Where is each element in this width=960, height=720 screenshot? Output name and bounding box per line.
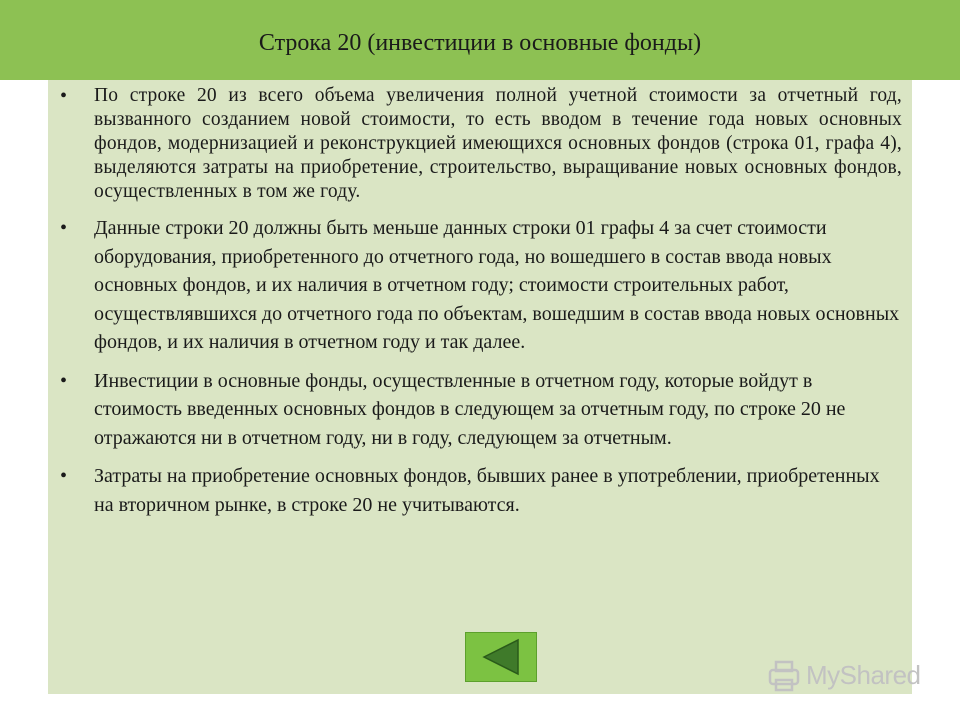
bullet-text: Данные строки 20 должны быть меньше данных строки 01 графы 4 за счет стоимости оборудования, приобретенного до отчетного года, но вошедшего в состав ввода новых основных фондов, и их наличия в отчетном году; стоимости строительных работ, осуществлявшихся до отчетного года по объектам, вошедшим в состав ввода новых основных фондов, и их наличия в отчетном году и так далее. <box>94 217 900 353</box>
back-button[interactable] <box>465 632 537 682</box>
bullet-list <box>56 84 902 529</box>
bullet-text: По строке 20 из всего объема увеличения полной учетной стоимости за отчетный год, вызванного созданием новой стоимости, то есть вводом в течение года новых основных фондов, модернизацией и реконструкцией имеющихся основных фондов (строка 01, графа 4), выделяются затраты на приобретение, строительство, выращивание новых основных фондов, осуществленных в том же году. <box>94 85 902 202</box>
bullet-dot: • <box>60 465 68 487</box>
bullet-item <box>56 462 902 519</box>
bullet-dot: • <box>60 217 68 239</box>
slide-title: Строка 20 (инвестиции в основные фонды) <box>258 30 702 56</box>
bullet-dot: • <box>60 369 68 392</box>
bullet-dot: • <box>60 85 68 107</box>
printer-icon <box>766 658 802 694</box>
triangle-left-icon <box>466 633 536 681</box>
watermark <box>766 656 936 696</box>
watermark-text: MyShared <box>806 660 921 690</box>
bullet-item <box>56 84 902 204</box>
bullet-text: Инвестиции в основные фонды, осуществленные в отчетном году, которые войдут в стоимость введенных основных фондов в следующем за отчетным году, по строке 20 не отражаются ни в отчетном году, ни в году, следующем за отчетным. <box>94 369 846 449</box>
bullet-text: Затраты на приобретение основных фондов, бывших ранее в употреблении, приобретенных на вторичном рынке, в строке 20 не учитываются. <box>94 465 880 516</box>
bullet-item <box>56 214 902 357</box>
bullet-item <box>56 367 902 453</box>
